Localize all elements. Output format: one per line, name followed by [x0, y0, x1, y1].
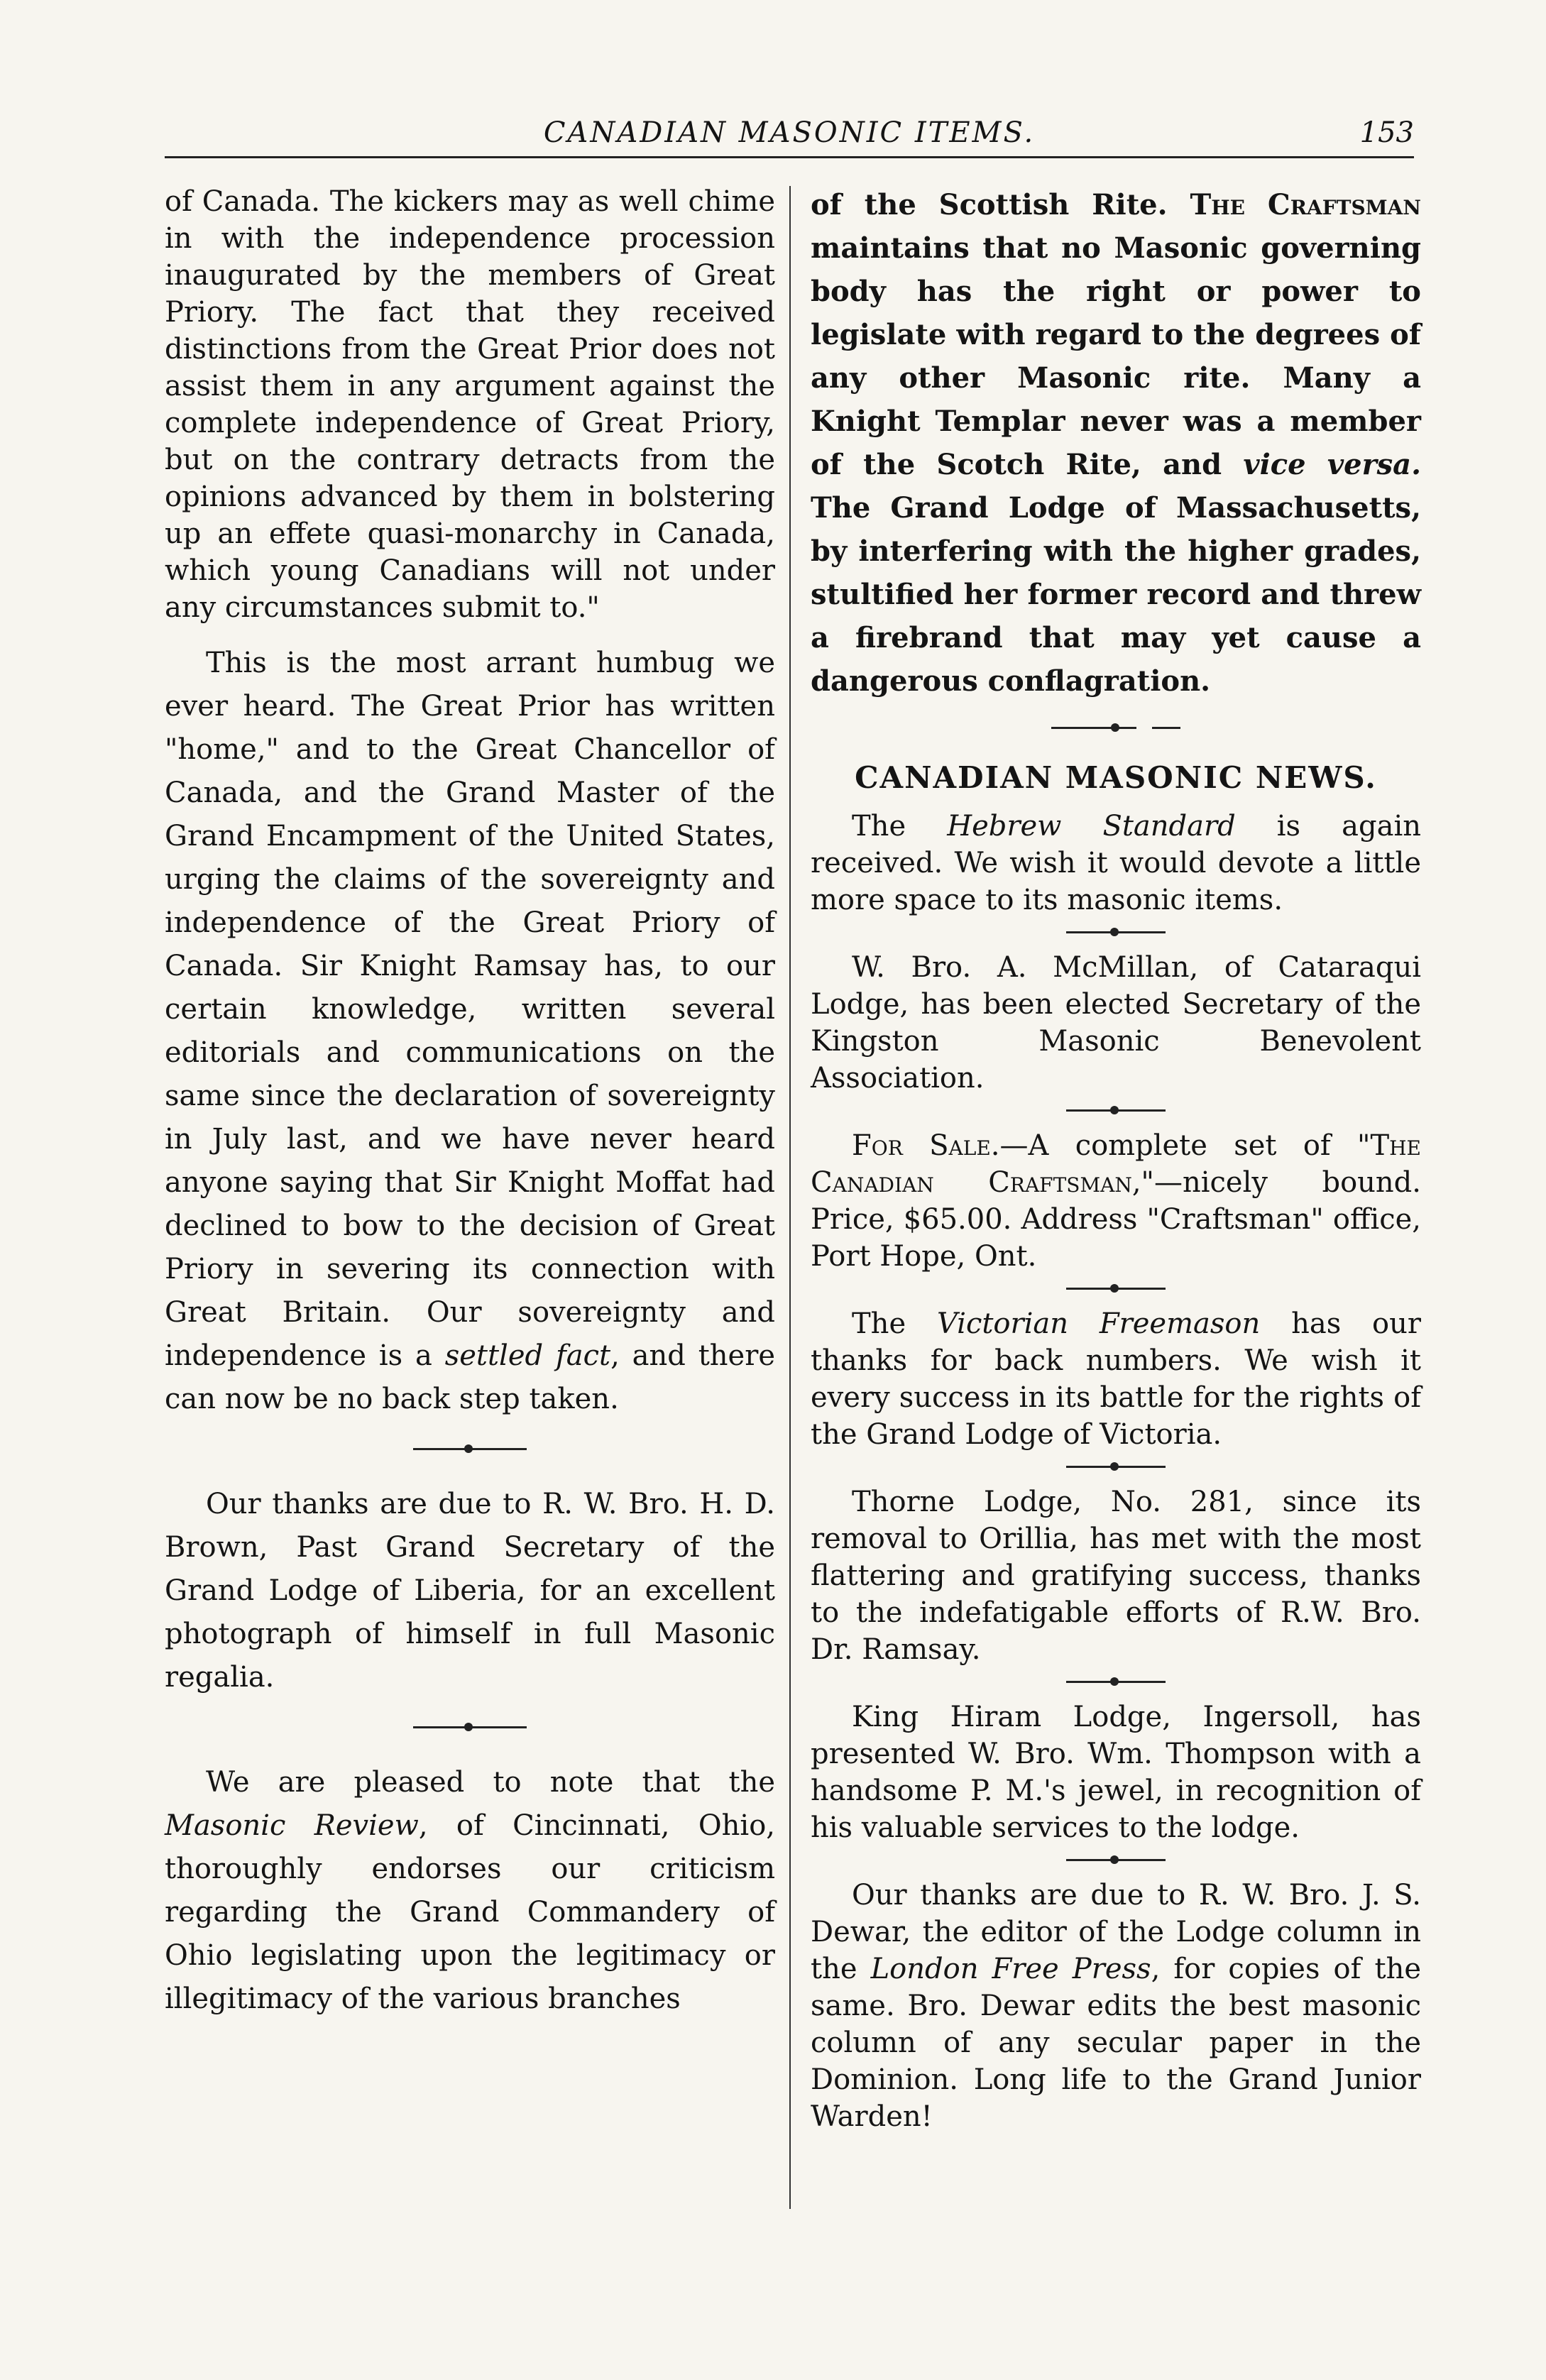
ornament-separator — [1066, 1681, 1166, 1683]
left-paragraph-3: Our thanks are due to R. W. Bro. H. D. Brown, Past Grand Secretary of the Grand Lodge of Liberia, for an excellent photograph of himself in full Masonic regalia. — [165, 1488, 775, 1694]
news-item-7 — [811, 1877, 1421, 2135]
left-paragraph-4-italic: Masonic Review — [165, 1809, 419, 1842]
section-separator — [811, 727, 1421, 729]
news-item-6: King Hiram Lodge, Ingersoll, has presented W. Bro. Wm. Thompson with a handsome P. M.'s jewel, in recognition of his valuable services to the lodge. — [811, 1701, 1421, 1844]
news-item-7-end: , for copies of the same. Bro. Dewar edits the best masonic column of any secular paper in the Dominion. Long life to the Grand Junior Warden! — [811, 1953, 1422, 2133]
left-paragraph-1: of Canada. The kickers may as well chime in with the independence procession inaugurated by the members of Great Priory. The fact that they received distinctions from the Great Prior does not assist them in any argument against the complete independence of Great Priory, but on the contrary detracts from the opinions advanced by them in bolstering up an effete quasi-monarchy in Canada, which young Canadians will not under any circumstances submit to." — [165, 185, 775, 624]
left-paragraph-2 — [165, 642, 775, 1421]
ornament-separator — [413, 1448, 527, 1450]
right-paragraph-1 — [811, 183, 1421, 703]
news-item-3-smallcaps-2: The Canadian Craftsman — [811, 1129, 1421, 1199]
left-paragraph-2-italic: settled fact — [444, 1339, 611, 1372]
news-item-7-italic: London Free Press — [870, 1953, 1151, 1985]
left-paragraph-2-text: This is the most arrant humbug we ever heard. The Great Prior has written "home," and to the Great Chancellor of Canada, and the Grand Master of the Grand Encampment of the United States, urging the claims of the sovereignty and independence of the Great Priory of Canada. Sir Knight Ramsay has, to our certain knowledge, written several editorials and communications on the same since the declaration of sovereignty in July last, and we have never heard anyone saying that Sir Knight Moffat had declined to bow to the decision of Great Priory in severing its connection with Great Britain. Our sovereignty and independence is a — [165, 647, 775, 1372]
ornament-separator — [1066, 1859, 1166, 1861]
right-paragraph-1-end: The Grand Lodge of Massachusetts, by interfering with the higher grades, stultified her former record and threw a firebrand that may yet cause a dangerous conflagration. — [811, 491, 1421, 698]
left-paragraph-4-end: , of Cincinnati, Ohio, thoroughly endorses our criticism regarding the Grand Commandery of Ohio legislating upon the legitimacy or illegitimacy of the various branches — [165, 1809, 775, 2015]
news-item-3-mid: —A complete set of " — [999, 1129, 1371, 1162]
news-item-5: Thorne Lodge, No. 281, since its removal to Orillia, has met with the most flattering and gratifying success, thanks to the indefatigable efforts of R.W. Bro. Dr. Ramsay. — [811, 1486, 1421, 1666]
ornament-separator — [1066, 1288, 1166, 1290]
running-title: CANADIAN MASONIC ITEMS. — [543, 116, 1036, 149]
right-column — [811, 183, 1421, 2135]
news-item-2: W. Bro. A. McMillan, of Cataraqui Lodge, has been elected Secretary of the Kingston Masonic Benevolent Association. — [811, 951, 1421, 1095]
left-column — [165, 183, 775, 2021]
right-paragraph-1-text: of the Scottish Rite. — [811, 188, 1168, 221]
left-paragraph-4-text: We are pleased to note that the — [206, 1766, 775, 1799]
news-item-4-italic: Victorian Freemason — [936, 1307, 1261, 1340]
news-item-4 — [811, 1305, 1421, 1453]
news-item-3 — [811, 1127, 1421, 1275]
right-paragraph-1-mid: maintains that no Masonic governing body has the right or power to legislate with regard to the degrees of any other Masonic rite. Many a Knight Templar never was a member of the Scotch Rite, and — [811, 231, 1421, 481]
news-item-4-text: The — [852, 1307, 906, 1340]
news-item-1-end: is again received. We wish it would devote a little more space to its masonic items. — [811, 810, 1421, 916]
page-number: 153 — [1359, 116, 1414, 149]
news-item-3-end: ,"—nicely bound. Price, $65.00. Address "Craftsman" office, Port Hope, Ont. — [811, 1166, 1421, 1273]
section-heading: CANADIAN MASONIC NEWS. — [855, 760, 1377, 795]
news-item-1-text: The — [852, 810, 906, 843]
news-item-1-italic: Hebrew Standard — [947, 810, 1236, 843]
column-divider — [789, 186, 791, 2209]
running-head — [165, 106, 1414, 158]
left-paragraph-2-end: , and there can now be no back step taken. — [165, 1339, 775, 1415]
ornament-separator — [1066, 1466, 1166, 1468]
ornament-separator — [413, 1726, 527, 1728]
news-item-3-smallcaps: For Sale. — [852, 1129, 1000, 1162]
right-paragraph-1-italic: vice versa. — [1243, 448, 1421, 481]
ornament-separator — [1066, 931, 1166, 933]
news-item-4-end: has our thanks for back numbers. We wish it every success in its battle for the rights of the Grand Lodge of Victoria. — [811, 1307, 1422, 1451]
right-paragraph-1-smallcaps: The Craftsman — [1190, 188, 1421, 221]
news-item-1 — [811, 808, 1421, 918]
left-paragraph-4 — [165, 1761, 775, 2021]
ornament-separator — [1066, 1109, 1166, 1112]
news-item-7-text: Our thanks are due to R. W. Bro. J. S. Dewar, the editor of the Lodge column in the — [811, 1879, 1421, 1985]
